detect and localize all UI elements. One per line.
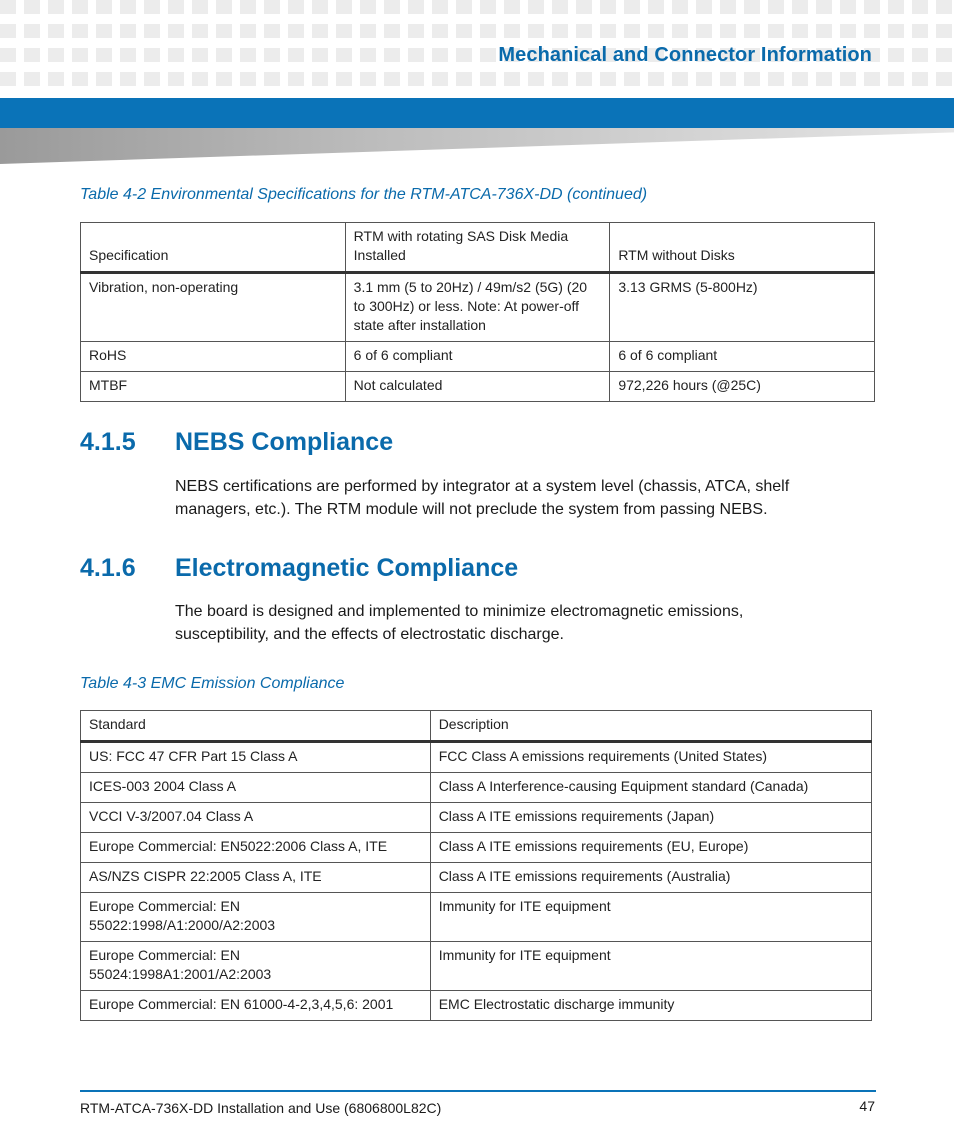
- table-header-cell: Description: [430, 711, 871, 742]
- table-cell: EMC Electrostatic discharge immunity: [430, 991, 871, 1021]
- table-cell: Immunity for ITE equipment: [430, 893, 871, 942]
- footer-divider: [80, 1090, 876, 1092]
- emc-paragraph: The board is designed and implemented to minimize electromagnetic emissions, susceptibility, and the effects of electrostatic discharge.: [175, 603, 744, 643]
- table-header-row: [81, 711, 872, 742]
- table-cell: ICES-003 2004 Class A: [81, 773, 431, 803]
- table-cell: FCC Class A emissions requirements (United States): [430, 742, 871, 773]
- table-row: [81, 773, 872, 803]
- table-cell: US: FCC 47 CFR Part 15 Class A: [81, 742, 431, 773]
- table-header-cell: RTM without Disks: [610, 223, 875, 273]
- header-blue-bar: [0, 98, 954, 128]
- table-cell: MTBF: [81, 372, 346, 402]
- table-row: [81, 273, 875, 342]
- table1-caption: Table 4-2 Environmental Specifications for the RTM-ATCA-736X-DD (continued): [80, 186, 648, 203]
- table-row: [81, 863, 872, 893]
- table-row: [81, 833, 872, 863]
- section-number: 4.1.6: [80, 554, 136, 582]
- table-header-cell: Specification: [81, 223, 346, 273]
- header-gray-wedge: [0, 128, 954, 164]
- table-row: [81, 942, 872, 991]
- section-heading: NEBS Compliance: [175, 428, 394, 456]
- table-cell: Immunity for ITE equipment: [430, 942, 871, 991]
- table-header-cell: RTM with rotating SAS Disk Media Installed: [345, 223, 610, 273]
- table-cell: 6 of 6 compliant: [610, 342, 875, 372]
- table-row: [81, 803, 872, 833]
- table-cell: RoHS: [81, 342, 346, 372]
- nebs-paragraph: NEBS certifications are performed by integrator at a system level (chassis, ATCA, shelf managers, etc.). The RTM module will not preclude the system from passing NEBS.: [175, 478, 790, 518]
- emc-emission-table: [80, 710, 872, 1021]
- header-title: Mechanical and Connector Information: [498, 44, 872, 66]
- table-cell: 972,226 hours (@25C): [610, 372, 875, 402]
- section-number: 4.1.5: [80, 428, 136, 456]
- table-row: [81, 742, 872, 773]
- table-cell: 3.13 GRMS (5-800Hz): [610, 273, 875, 342]
- table-cell: Class A Interference-causing Equipment standard (Canada): [430, 773, 871, 803]
- table-cell: 3.1 mm (5 to 20Hz) / 49m/s2 (5G) (20 to 300Hz) or less. Note: At power-off state after installation: [345, 273, 610, 342]
- table-header-row: [81, 223, 875, 273]
- table-cell: Not calculated: [345, 372, 610, 402]
- table-cell: Europe Commercial: EN 55022:1998/A1:2000/A2:2003: [81, 893, 431, 942]
- table-cell: Vibration, non-operating: [81, 273, 346, 342]
- table-header-cell: Standard: [81, 711, 431, 742]
- table-cell: AS/NZS CISPR 22:2005 Class A, ITE: [81, 863, 431, 893]
- section-title-emc: [80, 554, 518, 583]
- table2-caption: Table 4-3 EMC Emission Compliance: [80, 675, 345, 692]
- table-cell: Europe Commercial: EN 61000-4-2,3,4,5,6: 2001: [81, 991, 431, 1021]
- table-cell: Class A ITE emissions requirements (EU, Europe): [430, 833, 871, 863]
- section-title-nebs: [80, 428, 393, 457]
- table-cell: Europe Commercial: EN 55024:1998A1:2001/A2:2003: [81, 942, 431, 991]
- page-number: 47: [859, 1098, 875, 1114]
- environmental-specs-table: [80, 222, 875, 402]
- section-heading: Electromagnetic Compliance: [175, 554, 519, 582]
- footer-document-title: RTM-ATCA-736X-DD Installation and Use (6806800L82C): [80, 1100, 442, 1116]
- table-row: [81, 342, 875, 372]
- table-cell: Class A ITE emissions requirements (Japan): [430, 803, 871, 833]
- table-row: [81, 893, 872, 942]
- table-cell: VCCI V-3/2007.04 Class A: [81, 803, 431, 833]
- table-row: [81, 372, 875, 402]
- table-cell: Class A ITE emissions requirements (Australia): [430, 863, 871, 893]
- table-row: [81, 991, 872, 1021]
- table-cell: 6 of 6 compliant: [345, 342, 610, 372]
- table-cell: Europe Commercial: EN5022:2006 Class A, ITE: [81, 833, 431, 863]
